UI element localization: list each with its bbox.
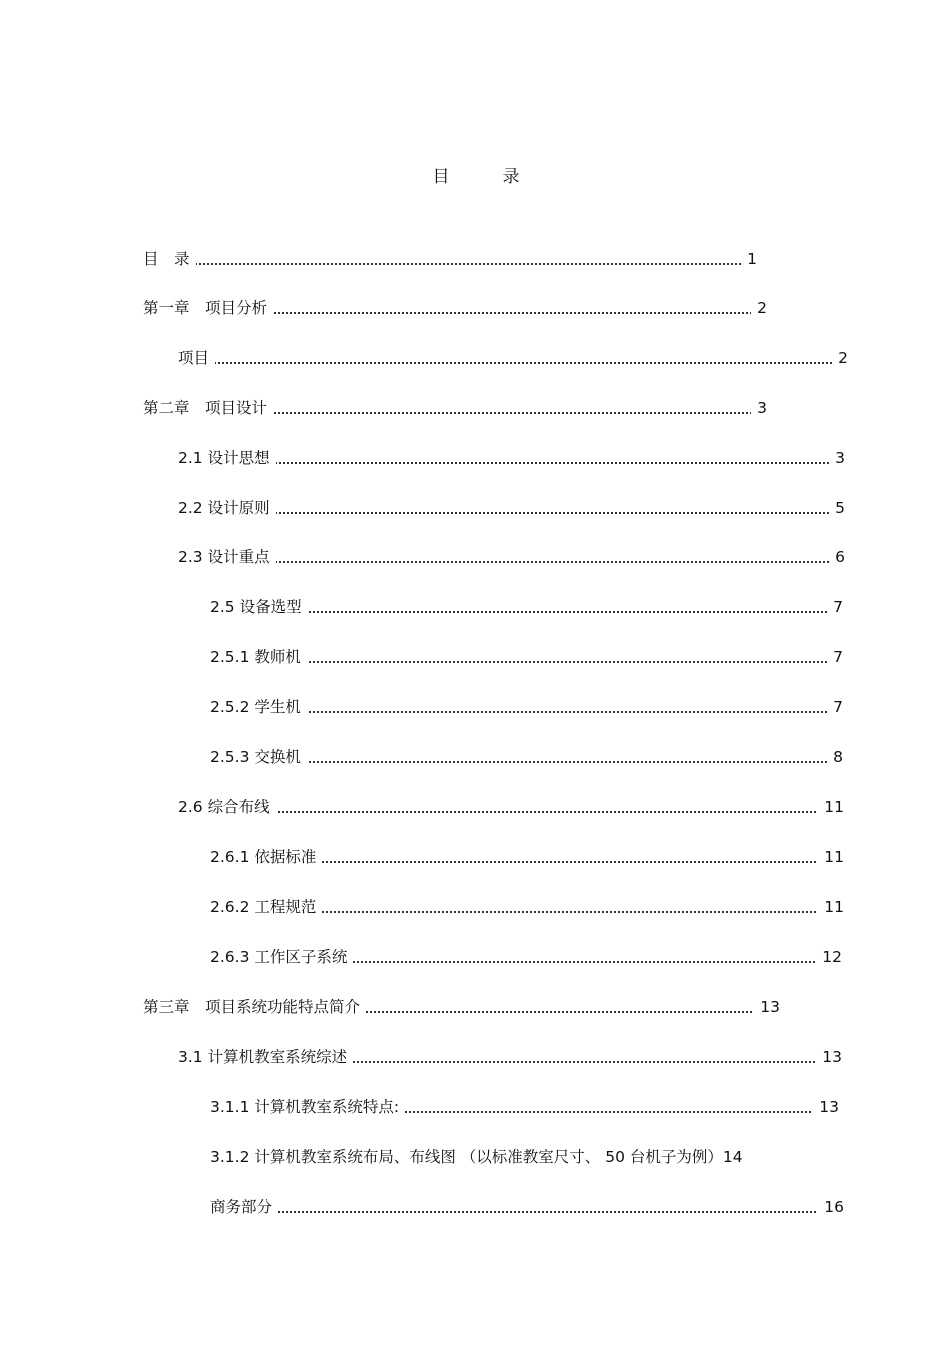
toc-entry-chapter-2[interactable] xyxy=(143,397,767,419)
toc-entry-2-6-1[interactable] xyxy=(210,846,844,868)
toc-entry-label: 2.5.3 交换机 xyxy=(210,746,307,768)
toc-entry-label: 2.6.1 依据标准 xyxy=(210,846,322,868)
toc-entry-page: 5 xyxy=(829,497,845,519)
dot-leader xyxy=(178,811,844,813)
toc-entry-page: 13 xyxy=(816,1046,842,1068)
toc-entry-3-1[interactable] xyxy=(178,1046,842,1068)
dot-leader xyxy=(143,263,757,265)
toc-entry-2-3[interactable] xyxy=(178,546,845,568)
dot-leader xyxy=(178,561,845,563)
toc-entry-label: 3.1.1 计算机教室系统特点: xyxy=(210,1096,405,1118)
toc-entry-page: 3 xyxy=(751,397,767,419)
toc-entry-2-1[interactable] xyxy=(178,447,845,469)
toc-entry-label: 2.5.2 学生机 xyxy=(210,696,307,718)
toc-entry-chapter-1[interactable] xyxy=(143,297,767,319)
dot-leader xyxy=(178,362,848,364)
toc-entry-page: 11 xyxy=(818,896,844,918)
toc-entry-2-6-3[interactable] xyxy=(210,946,842,968)
toc-entry-label: 2.6 综合布线 xyxy=(178,796,276,818)
toc-entry-label: 2.6.2 工程规范 xyxy=(210,896,322,918)
toc-entry-2-6[interactable] xyxy=(178,796,844,818)
toc-entry-page: 6 xyxy=(829,546,845,568)
toc-entry-3-1-1[interactable] xyxy=(210,1096,839,1118)
toc-entry-label: 2.2 设计原则 xyxy=(178,497,276,519)
toc-entry-page: 1 xyxy=(741,248,757,270)
toc-entry-label: 第一章 项目分析 xyxy=(143,297,273,319)
toc-entry-label: 项目 xyxy=(178,347,215,369)
toc-entry-page: 7 xyxy=(827,696,843,718)
toc-entry-label: 2.1 设计思想 xyxy=(178,447,276,469)
toc-entry-label: 3.1 计算机教室系统综述 xyxy=(178,1046,353,1068)
toc-entry-label: 2.5 设备选型 xyxy=(210,596,308,618)
toc-entry-label: 2.3 设计重点 xyxy=(178,546,276,568)
toc-entry-page: 16 xyxy=(818,1196,844,1218)
toc-entry-page: 7 xyxy=(827,596,843,618)
toc-entry-label: 目 录 xyxy=(143,248,196,270)
toc-entry-label: 2.6.3 工作区子系统 xyxy=(210,946,353,968)
toc-entry-chapter-3[interactable] xyxy=(143,996,780,1018)
dot-leader xyxy=(178,512,845,514)
toc-entry-label: 第三章 项目系统功能特点简介 xyxy=(143,996,366,1018)
toc-entry-label: 商务部分 xyxy=(210,1196,278,1218)
toc-entry-business[interactable] xyxy=(210,1196,844,1218)
toc-entry-page: 11 xyxy=(818,846,844,868)
toc-entry-2-5-2[interactable] xyxy=(210,696,843,718)
dot-leader xyxy=(210,1211,844,1213)
toc-entry-page: 2 xyxy=(751,297,767,319)
dot-leader xyxy=(178,462,845,464)
toc-entry-label: 第二章 项目设计 xyxy=(143,397,273,419)
page-title: 目 录 xyxy=(432,167,538,187)
toc-entry-page: 8 xyxy=(827,746,843,768)
toc-entry-2-5-3[interactable] xyxy=(210,746,843,768)
toc-entry-2-2[interactable] xyxy=(178,497,845,519)
toc-entry-label: 2.5.1 教师机 xyxy=(210,646,307,668)
toc-entry-page: 7 xyxy=(827,646,843,668)
toc-entry-page: 13 xyxy=(754,996,780,1018)
toc-entry-label: 3.1.2 计算机教室系统布局、布线图 （以标准教室尺寸、 50 台机子为例）14 xyxy=(210,1148,743,1166)
toc-entry-page: 2 xyxy=(832,347,848,369)
toc-entry-page: 13 xyxy=(813,1096,839,1118)
toc-entry-contents[interactable] xyxy=(143,248,757,270)
toc-entry-3-1-2[interactable] xyxy=(210,1146,840,1168)
toc-entry-2-6-2[interactable] xyxy=(210,896,844,918)
toc-entry-page: 12 xyxy=(816,946,842,968)
toc-entry-2-5-1[interactable] xyxy=(210,646,843,668)
toc-entry-page: 11 xyxy=(818,796,844,818)
toc-entry-2-5[interactable] xyxy=(210,596,843,618)
toc-entry-page: 3 xyxy=(829,447,845,469)
toc-entry-project[interactable] xyxy=(178,347,848,369)
